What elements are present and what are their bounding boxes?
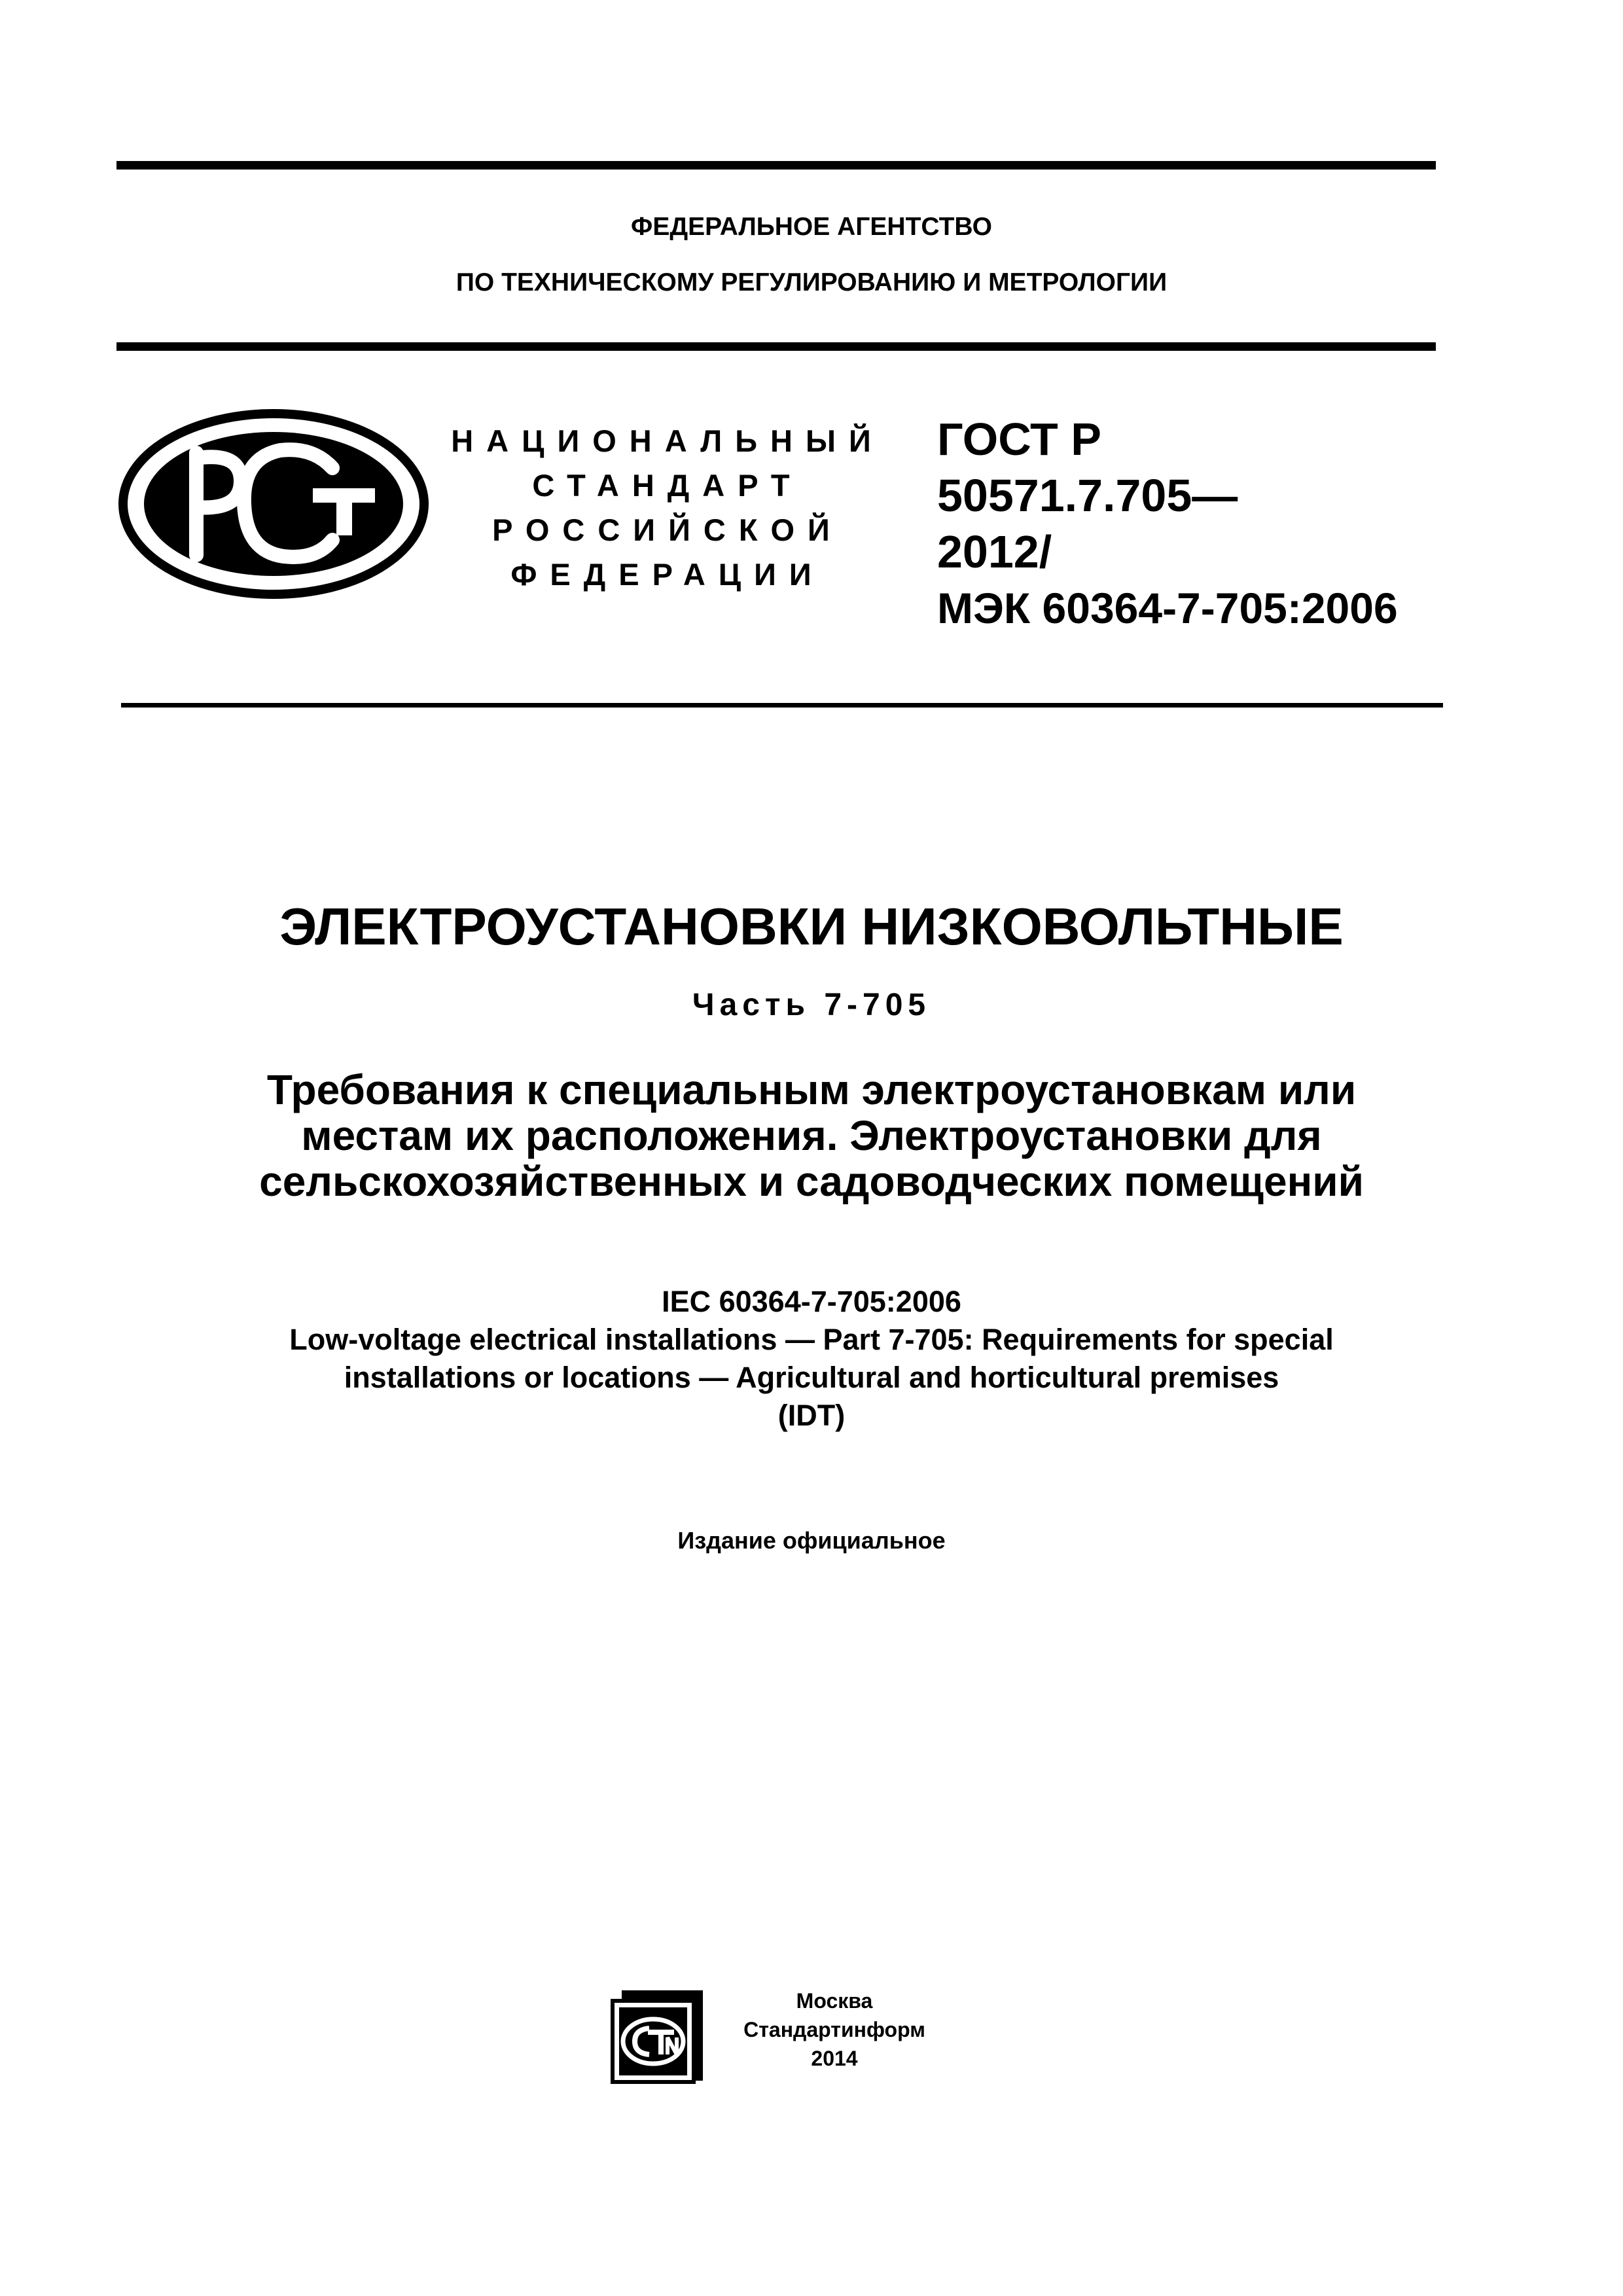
iec-reference	[0, 1283, 1623, 1435]
national-standard-label	[445, 419, 890, 597]
subtitle-line: сельскохозяйственных и садоводческих помещений	[259, 1158, 1364, 1205]
standartinform-logo	[609, 1986, 707, 2085]
document-title: ЭЛЕКТРОУСТАНОВКИ НИЗКОВОЛЬТНЫЕ	[279, 897, 1344, 956]
imprint-publisher: Стандартинформ	[743, 2018, 925, 2041]
document-part: Часть 7-705	[692, 988, 931, 1022]
designation-line: 2012/	[937, 526, 1052, 577]
subtitle-line: местам их расположения. Электроустановки для	[301, 1112, 1322, 1159]
iec-line: IEC 60364-7-705:2006	[662, 1285, 961, 1318]
subtitle-line: Требования к специальным электроустановкам или	[266, 1066, 1357, 1113]
imprint-year: 2014	[811, 2047, 858, 2070]
standard-designation	[937, 411, 1592, 636]
header-bottom-rule	[116, 342, 1436, 351]
imprint-city: Москва	[796, 1989, 873, 2013]
national-line: РОССИЙСКОЙ	[492, 512, 843, 547]
national-line: ФЕДЕРАЦИИ	[510, 557, 825, 592]
agency-name-line1: ФЕДЕРАЛЬНОЕ АГЕНТСТВО	[631, 213, 992, 241]
designation-line: ГОСТ Р	[937, 414, 1101, 465]
designation-bottom-rule	[121, 703, 1443, 708]
imprint	[730, 1986, 939, 2073]
national-line: СТАНДАРТ	[532, 468, 803, 503]
rst-logo	[116, 406, 431, 602]
edition-note: Издание официальное	[677, 1527, 946, 1554]
document-subtitle	[0, 1067, 1623, 1204]
iec-line: (IDT)	[777, 1399, 846, 1432]
agency-name-line2: ПО ТЕХНИЧЕСКОМУ РЕГУЛИРОВАНИЮ И МЕТРОЛОГИИ	[455, 268, 1168, 296]
iec-line: installations or locations — Agricultural and horticultural premises	[344, 1361, 1279, 1394]
top-rule	[116, 161, 1436, 170]
designation-line: 50571.7.705—	[937, 470, 1238, 521]
designation-line: МЭК 60364-7-705:2006	[937, 584, 1398, 632]
iec-line: Low-voltage electrical installations — Part 7-705: Requirements for special	[289, 1323, 1334, 1356]
national-line: НАЦИОНАЛЬНЫЙ	[451, 423, 884, 458]
